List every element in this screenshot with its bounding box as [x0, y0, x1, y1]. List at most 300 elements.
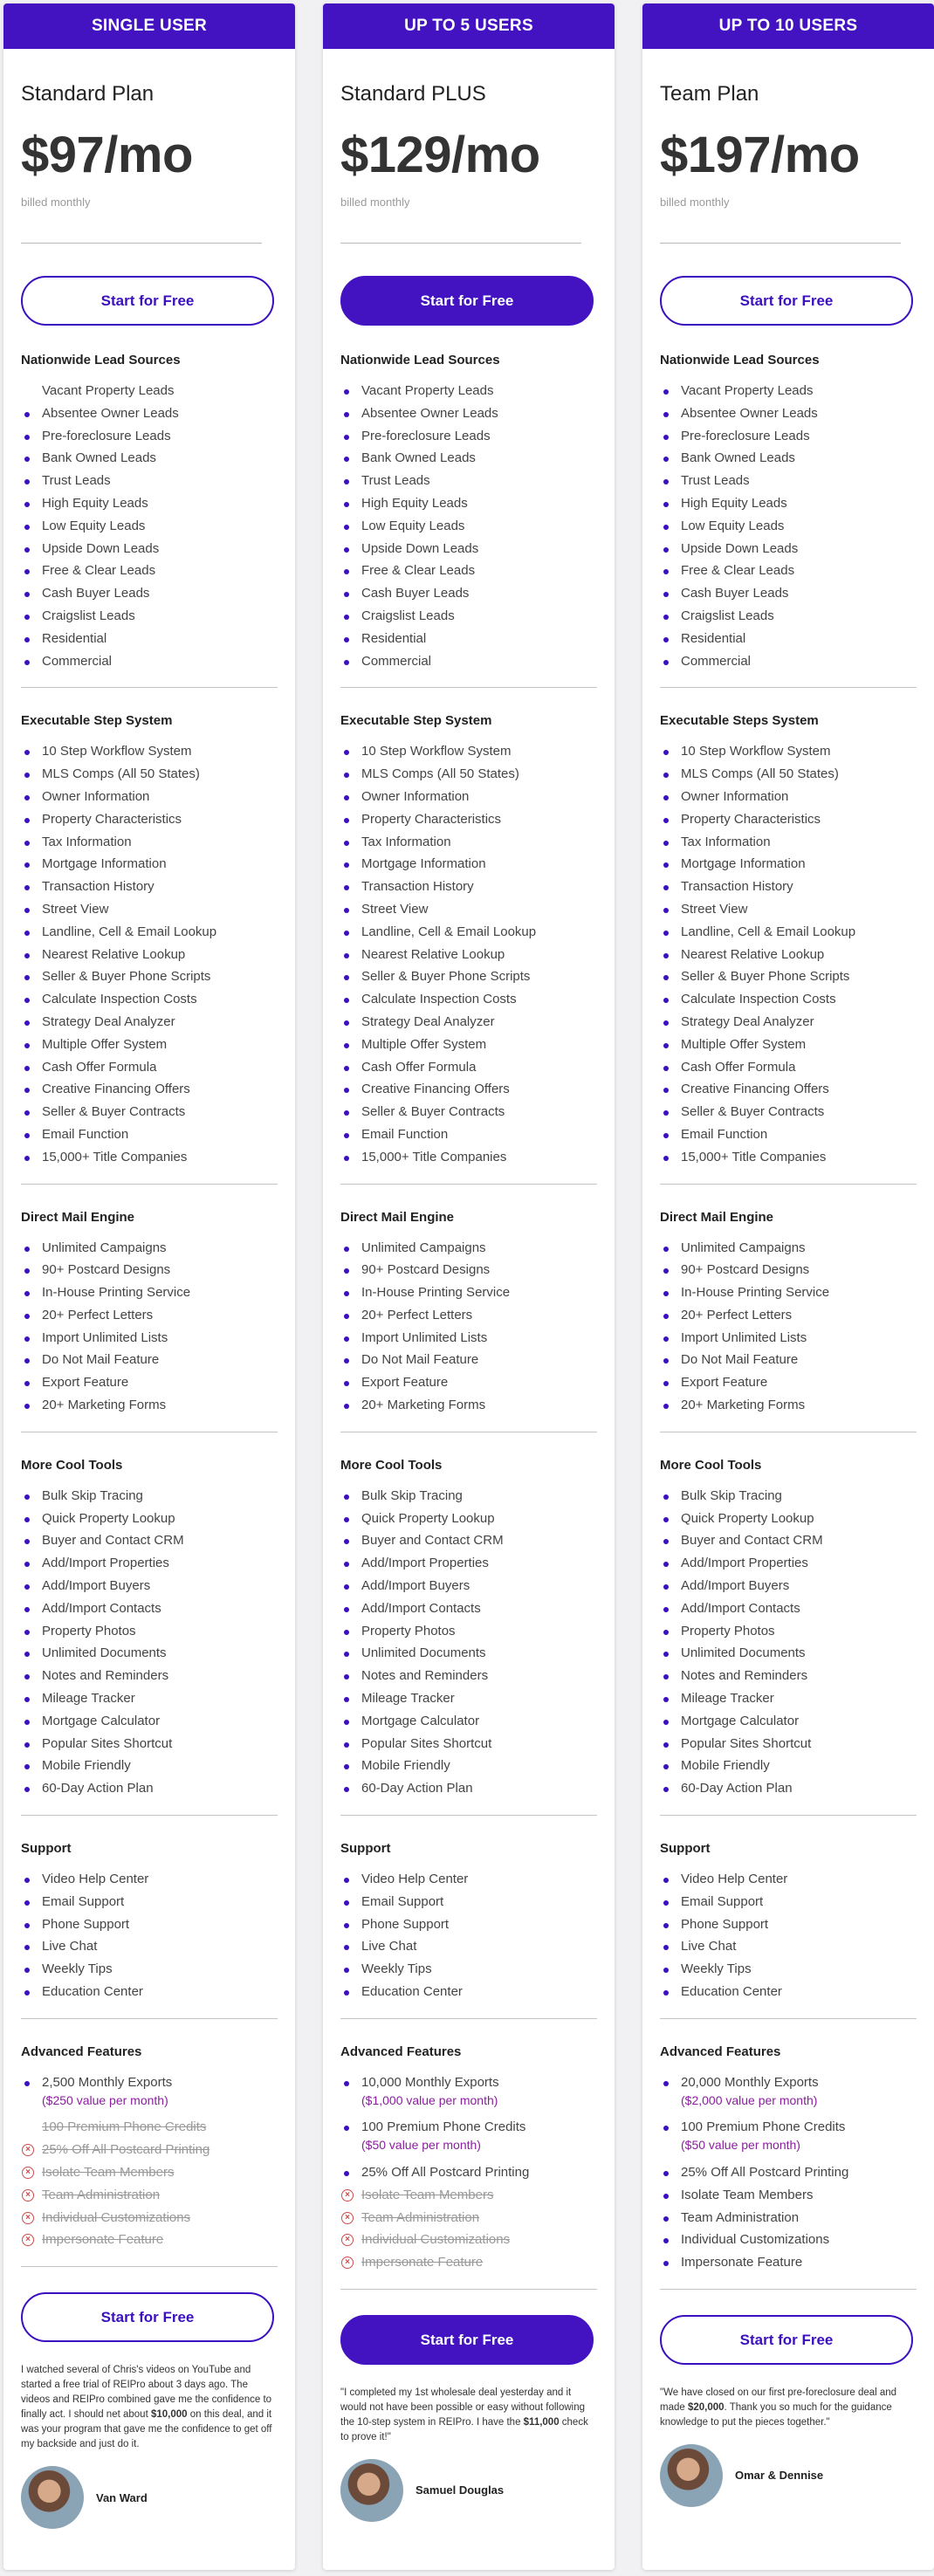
- bullet-icon: [24, 1584, 30, 1590]
- bullet-icon: [663, 1088, 669, 1093]
- feature-list: [340, 1871, 597, 2006]
- feature-label: 90+ Postcard Designs: [42, 1262, 171, 1278]
- bullet-icon: [344, 2171, 349, 2176]
- bullet-icon: [344, 525, 349, 530]
- feature-label: 20+ Marketing Forms: [361, 1398, 486, 1413]
- bullet-icon: [663, 862, 669, 868]
- feature-label: Property Photos: [42, 1623, 136, 1638]
- bullet-icon: [24, 1494, 30, 1500]
- plan-card: [3, 3, 295, 2570]
- bullet-icon: [344, 931, 349, 936]
- feature-item: [340, 608, 597, 630]
- feature-item: [21, 1532, 278, 1555]
- bullet-icon: [344, 1020, 349, 1026]
- feature-item: [660, 743, 917, 766]
- feature-label: Property Photos: [361, 1623, 456, 1638]
- bullet-icon: [344, 389, 349, 395]
- feature-item: [21, 1397, 278, 1419]
- bullet-icon: [344, 1607, 349, 1612]
- bullet-icon: [24, 1358, 30, 1364]
- start-free-button[interactable]: Start for Free: [660, 276, 913, 326]
- feature-label: Owner Information: [42, 788, 150, 804]
- feature-label: Unlimited Campaigns: [361, 1240, 486, 1255]
- section-title: Advanced Features: [340, 2044, 462, 2059]
- feature-value-note: ($50 value per month): [681, 2138, 800, 2153]
- feature-item: [340, 1351, 597, 1374]
- section-title: More Cool Tools: [21, 1457, 123, 1473]
- feature-label: Cash Buyer Leads: [42, 586, 150, 601]
- feature-label: Add/Import Contacts: [42, 1600, 161, 1616]
- feature-label: Absentee Owner Leads: [361, 405, 498, 421]
- section-divider: [660, 1184, 917, 1185]
- feature-list: [660, 1487, 917, 1803]
- bullet-icon: [663, 1878, 669, 1883]
- feature-label: Residential: [681, 630, 746, 646]
- bullet-icon: [663, 841, 669, 846]
- feature-item: [340, 472, 597, 495]
- feature-label: Buyer and Contact CRM: [681, 1533, 823, 1549]
- feature-item: [21, 855, 278, 878]
- bullet-icon: [663, 1764, 669, 1769]
- bullet-icon: [663, 1787, 669, 1792]
- bullet-icon: [344, 1358, 349, 1364]
- bullet-icon: [24, 1764, 30, 1769]
- bullet-icon: [663, 1358, 669, 1364]
- feature-item: [21, 1623, 278, 1645]
- feature-label: Cash Buyer Leads: [361, 586, 470, 601]
- feature-item: [660, 1667, 917, 1690]
- feature-label: Email Support: [681, 1893, 764, 1909]
- bullet-icon: [663, 1314, 669, 1319]
- excluded-x-icon: ×: [341, 2212, 354, 2224]
- bullet-icon: [344, 2126, 349, 2131]
- feature-label: Do Not Mail Feature: [681, 1352, 799, 1368]
- feature-label: Street View: [361, 901, 429, 917]
- billing-note: billed monthly: [21, 196, 91, 209]
- feature-label: Seller & Buyer Phone Scripts: [361, 969, 531, 985]
- feature-item: [660, 1623, 917, 1645]
- plan-tier-band: UP TO 10 USERS: [642, 3, 934, 49]
- feature-item: [660, 382, 917, 405]
- section-divider: [340, 2018, 597, 2019]
- feature-item: [21, 1938, 278, 1961]
- feature-label: 10 Step Workflow System: [361, 744, 512, 759]
- feature-item: [21, 1690, 278, 1713]
- bullet-icon: [344, 1381, 349, 1386]
- bullet-icon: [344, 1066, 349, 1071]
- bullet-icon: [663, 1133, 669, 1138]
- bullet-icon: [344, 1247, 349, 1252]
- plan-card: [642, 3, 934, 2570]
- bullet-icon: [24, 818, 30, 823]
- feature-item: [340, 382, 597, 405]
- feature-item: [21, 2164, 278, 2187]
- feature-label: Add/Import Buyers: [681, 1578, 790, 1594]
- feature-item: [340, 766, 597, 788]
- section-title: Nationwide Lead Sources: [340, 353, 500, 368]
- feature-item: [21, 991, 278, 1013]
- feature-label: Add/Import Contacts: [681, 1600, 800, 1616]
- feature-label: Strategy Deal Analyzer: [361, 1013, 495, 1029]
- bullet-icon: [344, 1133, 349, 1138]
- feature-label: Nearest Relative Lookup: [681, 946, 825, 962]
- bullet-icon: [663, 1968, 669, 1973]
- section-divider: [340, 1815, 597, 1816]
- bullet-icon: [24, 569, 30, 574]
- feature-item: [21, 450, 278, 472]
- feature-label: Bank Owned Leads: [42, 450, 156, 466]
- feature-list: [660, 1871, 917, 2006]
- feature-item: [660, 1240, 917, 1262]
- feature-item: [340, 1013, 597, 1036]
- feature-label: 20+ Marketing Forms: [681, 1398, 806, 1413]
- bullet-icon: [663, 1742, 669, 1748]
- feature-label: Free & Clear Leads: [681, 563, 795, 579]
- feature-item: [660, 1735, 917, 1758]
- feature-item: [21, 562, 278, 585]
- bullet-icon: [344, 1043, 349, 1048]
- feature-item: [660, 1893, 917, 1916]
- bullet-icon: [24, 1133, 30, 1138]
- plan-price: $197/mo: [660, 127, 860, 183]
- feature-item: [340, 518, 597, 540]
- feature-item: [340, 1555, 597, 1577]
- feature-item: [340, 1240, 597, 1262]
- start-free-button[interactable]: Start for Free: [21, 276, 274, 326]
- feature-item: [340, 1871, 597, 1893]
- section-divider: [660, 2018, 917, 2019]
- bullet-icon: [24, 637, 30, 642]
- feature-list: [21, 1487, 278, 1803]
- plan-name: Team Plan: [660, 82, 759, 106]
- testimonial-author: [660, 2444, 917, 2507]
- plan-name: Standard Plan: [21, 82, 155, 106]
- feature-label: Notes and Reminders: [681, 1668, 808, 1684]
- feature-item: [21, 1126, 278, 1149]
- feature-list: [660, 1240, 917, 1419]
- section-title: Nationwide Lead Sources: [660, 353, 820, 368]
- bullet-icon: [24, 547, 30, 553]
- bullet-icon: [24, 1268, 30, 1274]
- feature-label: Mobile Friendly: [361, 1758, 450, 1774]
- feature-label: Mortgage Information: [681, 856, 806, 872]
- bullet-icon: [344, 1630, 349, 1635]
- bullet-icon: [663, 389, 669, 395]
- feature-label: 15,000+ Title Companies: [42, 1149, 188, 1164]
- feature-label: Individual Customizations: [361, 2232, 511, 2248]
- bullet-icon: [663, 435, 669, 440]
- feature-label: 20+ Marketing Forms: [42, 1398, 167, 1413]
- testimonial-text: [660, 2386, 917, 2430]
- bullet-icon: [24, 1968, 30, 1973]
- bullet-icon: [344, 502, 349, 507]
- feature-label: Commercial: [361, 653, 432, 669]
- bullet-icon: [663, 1517, 669, 1522]
- feature-item: [660, 2187, 917, 2209]
- feature-label: Free & Clear Leads: [42, 563, 156, 579]
- feature-label: Commercial: [681, 653, 752, 669]
- feature-list: [340, 743, 597, 1171]
- bullet-icon: [663, 1291, 669, 1296]
- bullet-icon: [663, 457, 669, 462]
- feature-label: 100 Premium Phone Credits: [681, 2119, 846, 2135]
- feature-item: [340, 1081, 597, 1103]
- bullet-icon: [663, 953, 669, 958]
- feature-label: Trust Leads: [42, 473, 111, 489]
- feature-item: [660, 2074, 917, 2119]
- bullet-icon: [663, 1674, 669, 1680]
- feature-item: [340, 788, 597, 811]
- start-free-button[interactable]: Start for Free: [660, 2315, 913, 2365]
- feature-list: [340, 382, 597, 675]
- bullet-icon: [24, 479, 30, 484]
- feature-list: [340, 1240, 597, 1419]
- bullet-icon: [24, 1020, 30, 1026]
- bullet-icon: [663, 1247, 669, 1252]
- feature-item: [340, 2209, 597, 2232]
- feature-item: [340, 991, 597, 1013]
- bullet-icon: [24, 592, 30, 597]
- bullet-icon: [663, 479, 669, 484]
- feature-label: Landline, Cell & Email Lookup: [42, 924, 217, 939]
- bullet-icon: [344, 1584, 349, 1590]
- feature-label: Live Chat: [42, 1939, 98, 1954]
- bullet-icon: [344, 479, 349, 484]
- feature-item: [21, 2074, 278, 2119]
- section-divider: [21, 1184, 278, 1185]
- feature-item: [660, 1059, 917, 1082]
- bullet-icon: [344, 1787, 349, 1792]
- testimonial-amount: $20,000: [687, 2401, 725, 2413]
- feature-item: [21, 2209, 278, 2232]
- testimonial-author: [21, 2466, 278, 2529]
- feature-item: [21, 1081, 278, 1103]
- feature-item: [660, 1261, 917, 1284]
- feature-label: Pre-foreclosure Leads: [361, 428, 491, 443]
- bullet-icon: [24, 1652, 30, 1657]
- feature-item: [660, 1916, 917, 1939]
- bullet-icon: [24, 1674, 30, 1680]
- feature-item: [340, 811, 597, 834]
- feature-item: [21, 1667, 278, 1690]
- feature-label: Add/Import Buyers: [361, 1578, 470, 1594]
- bullet-icon: [663, 750, 669, 755]
- feature-label: Video Help Center: [361, 1872, 469, 1887]
- bullet-icon: [24, 841, 30, 846]
- feature-label: Creative Financing Offers: [681, 1082, 829, 1097]
- feature-label: Owner Information: [681, 788, 789, 804]
- feature-label: 60-Day Action Plan: [42, 1781, 154, 1796]
- feature-label: Cash Offer Formula: [42, 1059, 157, 1075]
- bullet-icon: [24, 1878, 30, 1883]
- section-title: Advanced Features: [21, 2044, 142, 2059]
- section-title: Executable Steps System: [660, 713, 819, 729]
- feature-item: [660, 1961, 917, 1983]
- feature-item: [660, 2254, 917, 2277]
- feature-item: [21, 1351, 278, 1374]
- bullet-icon: [24, 1607, 30, 1612]
- feature-label: Seller & Buyer Contracts: [42, 1104, 186, 1120]
- bullet-icon: [663, 818, 669, 823]
- feature-label: Bank Owned Leads: [681, 450, 795, 466]
- avatar: [660, 2444, 723, 2507]
- feature-label: Add/Import Properties: [681, 1556, 808, 1571]
- feature-item: [660, 1307, 917, 1329]
- price-divider: [660, 243, 901, 244]
- feature-label: 25% Off All Postcard Printing: [681, 2165, 849, 2180]
- bullet-icon: [663, 1720, 669, 1725]
- feature-item: [340, 1059, 597, 1082]
- feature-label: Import Unlimited Lists: [361, 1329, 488, 1345]
- feature-label: Low Equity Leads: [42, 518, 146, 533]
- feature-item: [660, 1103, 917, 1126]
- feature-item: [21, 788, 278, 811]
- feature-item: [660, 1149, 917, 1171]
- feature-label: Impersonate Feature: [361, 2255, 484, 2270]
- feature-label: Multiple Offer System: [681, 1036, 807, 1052]
- feature-list: [21, 2074, 278, 2254]
- feature-item: [660, 653, 917, 676]
- feature-label: Phone Support: [681, 1916, 769, 1932]
- feature-label: Do Not Mail Feature: [42, 1352, 160, 1368]
- feature-item: [21, 2141, 278, 2164]
- bullet-icon: [663, 525, 669, 530]
- bullet-icon: [344, 637, 349, 642]
- bullet-icon: [663, 1539, 669, 1544]
- bullet-icon: [344, 1539, 349, 1544]
- feature-item: [660, 1577, 917, 1600]
- bullet-icon: [24, 750, 30, 755]
- bullet-icon: [344, 1404, 349, 1409]
- feature-label: Add/Import Buyers: [42, 1578, 151, 1594]
- bullet-icon: [663, 1066, 669, 1071]
- testimonial-quote-start: "I completed my 1st wholesale deal yesterday and it would not have been possible or easy without following the 10-step system in REIPro. I have the: [340, 2387, 586, 2428]
- feature-item: [21, 1103, 278, 1126]
- feature-item: [21, 1487, 278, 1510]
- bullet-icon: [24, 1945, 30, 1950]
- feature-item: [660, 1713, 917, 1735]
- feature-item: [660, 2119, 917, 2164]
- bullet-icon: [344, 885, 349, 890]
- feature-label: Cash Buyer Leads: [681, 586, 789, 601]
- bullet-icon: [24, 1381, 30, 1386]
- feature-item: [21, 924, 278, 946]
- feature-list: [340, 2074, 597, 2277]
- feature-label: Multiple Offer System: [42, 1036, 168, 1052]
- start-free-button[interactable]: Start for Free: [340, 2315, 594, 2365]
- bullet-icon: [24, 615, 30, 620]
- bullet-icon: [344, 1878, 349, 1883]
- start-free-button[interactable]: Start for Free: [340, 276, 594, 326]
- feature-label: 20+ Perfect Letters: [681, 1307, 793, 1322]
- bullet-icon: [24, 1066, 30, 1071]
- bullet-icon: [663, 998, 669, 1003]
- feature-item: [660, 924, 917, 946]
- feature-label: Low Equity Leads: [361, 518, 465, 533]
- feature-item: [21, 1780, 278, 1803]
- feature-label: Add/Import Contacts: [361, 1600, 481, 1616]
- feature-label: Mobile Friendly: [681, 1758, 770, 1774]
- excluded-x-icon: ×: [22, 2144, 34, 2156]
- feature-item: [21, 946, 278, 969]
- feature-item: [21, 2119, 278, 2141]
- testimonial-quote-end: on this deal, and it was your program that gave me the confidence to get off my backside and just do it.: [21, 2409, 272, 2450]
- feature-label: Import Unlimited Lists: [681, 1329, 807, 1345]
- feature-label: Team Administration: [42, 2187, 161, 2202]
- feature-item: [21, 382, 278, 405]
- bullet-icon: [24, 795, 30, 800]
- feature-item: [660, 1351, 917, 1374]
- feature-item: [660, 1081, 917, 1103]
- feature-item: [660, 518, 917, 540]
- feature-label: Bulk Skip Tracing: [681, 1487, 782, 1503]
- feature-label: Residential: [361, 630, 427, 646]
- feature-label: Isolate Team Members: [361, 2187, 494, 2202]
- feature-item: [21, 2187, 278, 2209]
- bullet-icon: [344, 1652, 349, 1657]
- feature-item: [340, 1961, 597, 1983]
- feature-item: [340, 2074, 597, 2119]
- bullet-icon: [344, 1517, 349, 1522]
- bullet-icon: [344, 1764, 349, 1769]
- feature-item: [340, 1036, 597, 1059]
- bullet-icon: [663, 931, 669, 936]
- bullet-icon: [663, 1990, 669, 1996]
- feature-item: [21, 878, 278, 901]
- feature-label: Mileage Tracker: [42, 1691, 135, 1707]
- feature-label: Bulk Skip Tracing: [361, 1487, 463, 1503]
- feature-label: MLS Comps (All 50 States): [681, 766, 839, 782]
- bullet-icon: [24, 885, 30, 890]
- bullet-icon: [663, 637, 669, 642]
- bullet-icon: [344, 1336, 349, 1342]
- excluded-x-icon: ×: [22, 2167, 34, 2179]
- bullet-icon: [24, 525, 30, 530]
- bullet-icon: [24, 457, 30, 462]
- feature-item: [21, 1374, 278, 1397]
- feature-item: [340, 450, 597, 472]
- author-name: Samuel Douglas: [415, 2483, 505, 2497]
- feature-label: 25% Off All Postcard Printing: [361, 2165, 530, 2180]
- feature-item: [340, 834, 597, 856]
- feature-label: Seller & Buyer Contracts: [361, 1104, 505, 1120]
- bullet-icon: [663, 1156, 669, 1161]
- feature-item: [660, 1600, 917, 1623]
- bullet-icon: [663, 1404, 669, 1409]
- section-divider: [340, 687, 597, 688]
- feature-list: [660, 382, 917, 675]
- section-divider: [340, 1184, 597, 1185]
- feature-label: Transaction History: [361, 879, 474, 895]
- feature-label: Impersonate Feature: [681, 2255, 803, 2270]
- feature-label: Seller & Buyer Phone Scripts: [681, 969, 850, 985]
- feature-label: Export Feature: [681, 1375, 768, 1391]
- feature-label: 90+ Postcard Designs: [681, 1262, 810, 1278]
- feature-item: [340, 1532, 597, 1555]
- excluded-x-icon: ×: [22, 2234, 34, 2246]
- feature-label: Bulk Skip Tracing: [42, 1487, 143, 1503]
- bullet-icon: [24, 1562, 30, 1567]
- feature-label: Property Photos: [681, 1623, 775, 1638]
- bullet-icon: [344, 1697, 349, 1702]
- feature-label: Landline, Cell & Email Lookup: [681, 924, 856, 939]
- start-free-button[interactable]: Start for Free: [21, 2292, 274, 2342]
- feature-label: In-House Printing Service: [361, 1285, 511, 1301]
- feature-label: Unlimited Documents: [361, 1645, 486, 1661]
- bullet-icon: [663, 2238, 669, 2243]
- testimonial-quote-end: . Thank you so much for the guidance knowledge to put the pieces together.": [660, 2401, 892, 2428]
- feature-label: Creative Financing Offers: [361, 1082, 510, 1097]
